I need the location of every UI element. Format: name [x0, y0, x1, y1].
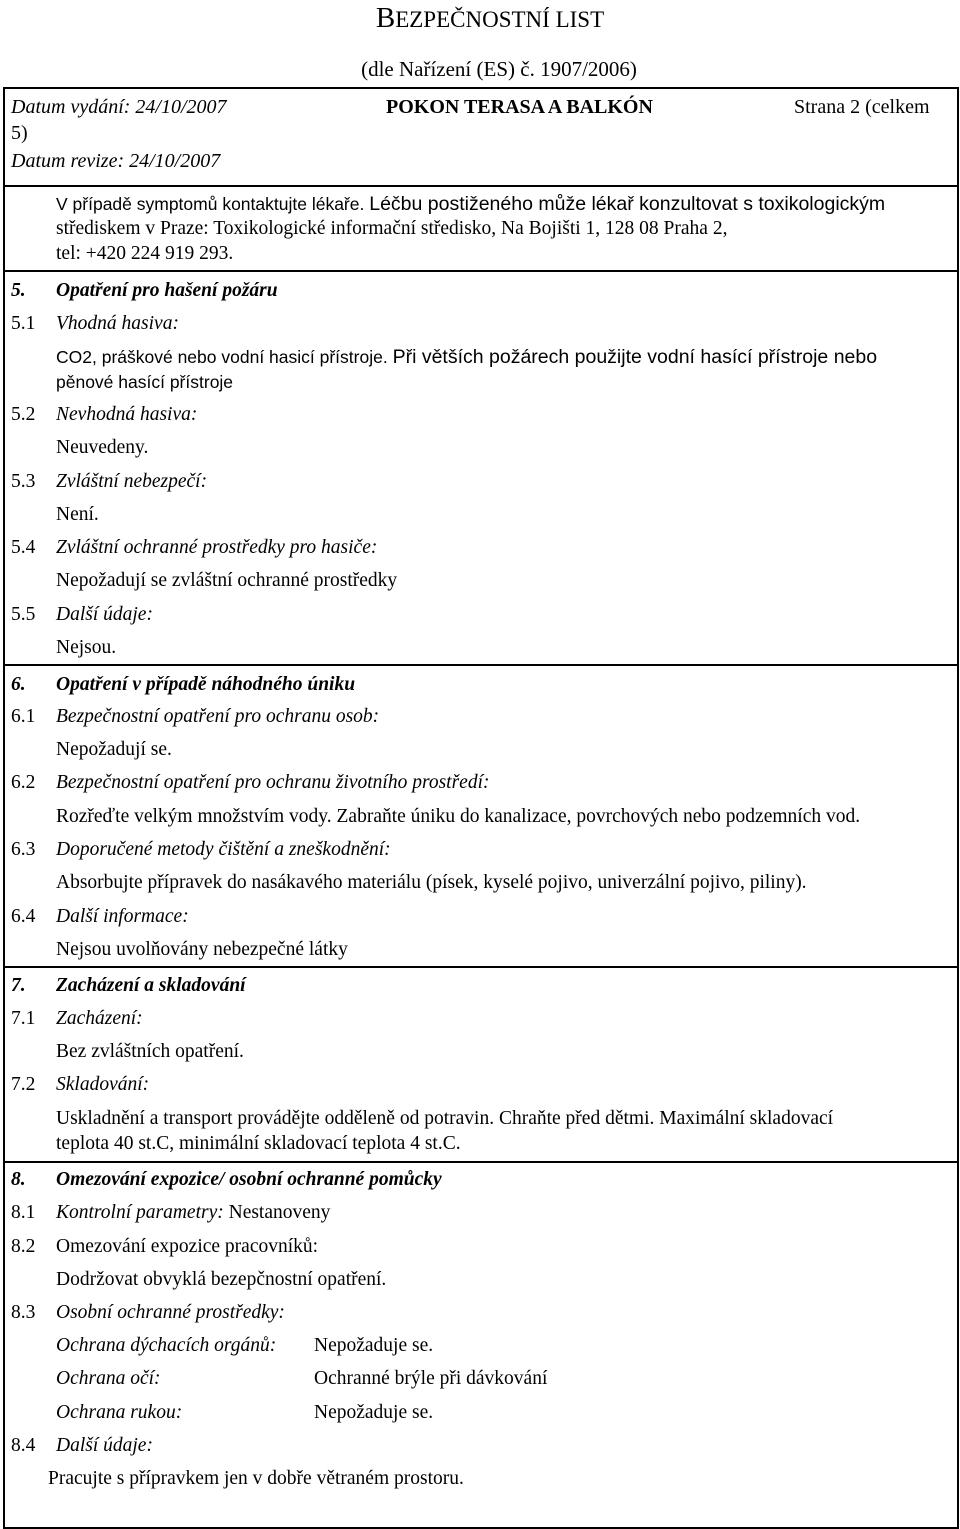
item-6-3-text: Absorbujte přípravek do nasákavého materiálu (písek, kyselé pojivo, univerzální pojivo, piliny).: [56, 872, 807, 893]
intro-line-1: V případě symptomů kontaktujte lékaře. Léčbu postiženého může lékař konzultovat s toxikologickým: [56, 193, 886, 215]
item-8-3-number: 8.3: [11, 1302, 36, 1323]
protection-hands-value: Nepožaduje se.: [314, 1402, 434, 1423]
item-6-3-label: Doporučené metody čištění a zneškodnění:: [56, 839, 391, 860]
item-8-2-number: 8.2: [11, 1236, 36, 1257]
item-8-1-number: 8.1: [11, 1202, 36, 1223]
section-7-number: 7.: [11, 975, 26, 996]
section-6-number: 6.: [11, 674, 26, 695]
protection-hands-label: Ochrana rukou:: [56, 1402, 183, 1423]
issue-date: Datum vydání: 24/10/2007: [11, 96, 227, 118]
item-5-2-number: 5.2: [11, 404, 36, 425]
section-8-title: Omezování expozice/ osobní ochranné pomůcky: [56, 1169, 442, 1190]
page-total: 5): [11, 122, 28, 144]
document-title: BEZPEČNOSTNÍ LIST: [375, 2, 605, 34]
item-5-5-text: Nejsou.: [56, 637, 117, 658]
divider: [3, 1161, 957, 1163]
item-8-4-label: Další údaje:: [56, 1435, 153, 1456]
item-5-4-text: Nepožadují se zvláštní ochranné prostředky: [56, 570, 398, 591]
intro-line-2: střediskem v Praze: Toxikologické informační středisko, Na Bojišti 1, 128 08 Praha 2,: [56, 218, 728, 239]
product-name: POKON TERASA A BALKÓN: [386, 96, 653, 118]
section-7-title: Zacházení a skladování: [56, 975, 246, 996]
item-8-4-text: Pracujte s přípravkem jen v dobře větraném prostoru.: [48, 1468, 464, 1489]
item-5-5-number: 5.5: [11, 604, 36, 625]
item-8-3-label: Osobní ochranné prostředky:: [56, 1302, 285, 1323]
item-6-2-number: 6.2: [11, 772, 36, 793]
item-7-2-label: Skladování:: [56, 1074, 150, 1095]
item-5-1-number: 5.1: [11, 313, 36, 334]
item-6-1-number: 6.1: [11, 706, 36, 727]
protection-eyes-value: Ochranné brýle při dávkování: [314, 1368, 548, 1389]
protection-eyes-label: Ochrana očí:: [56, 1368, 161, 1389]
item-7-2-text: Uskladnění a transport provádějte odděleně od potravin. Chraňte před dětmi. Maximální skladovací: [56, 1108, 834, 1129]
section-5-number: 5.: [11, 280, 26, 301]
item-6-1-text: Nepožadují se.: [56, 739, 172, 760]
item-6-1-label: Bezpečnostní opatření pro ochranu osob:: [56, 706, 380, 727]
document-subtitle: (dle Nařízení (ES) č. 1907/2006): [361, 57, 637, 81]
item-5-5-label: Další údaje:: [56, 604, 153, 625]
section-8-number: 8.: [11, 1169, 26, 1190]
divider: [3, 270, 957, 272]
section-5-title: Opatření pro hašení požáru: [56, 280, 278, 301]
item-5-4-number: 5.4: [11, 537, 36, 558]
item-7-1-label: Zacházení:: [56, 1008, 143, 1029]
item-6-3-number: 6.3: [11, 839, 36, 860]
item-5-3-number: 5.3: [11, 471, 36, 492]
item-5-2-text: Neuvedeny.: [56, 437, 149, 458]
section-6-title: Opatření v případě náhodného úniku: [56, 674, 356, 695]
item-8-2-label: Omezování expozice pracovníků:: [56, 1236, 319, 1257]
item-6-2-text: Rozřeďte velkým množstvím vody. Zabraňte úniku do kanalizace, povrchových nebo podzemních vod.: [56, 806, 861, 827]
item-7-2-number: 7.2: [11, 1074, 36, 1095]
item-6-4-text: Nejsou uvolňovány nebezpečné látky: [56, 939, 348, 960]
item-6-4-label: Další informace:: [56, 906, 189, 927]
item-7-1-text: Bez zvláštních opatření.: [56, 1041, 244, 1062]
item-5-3-label: Zvláštní nebezpečí:: [56, 471, 208, 492]
item-7-1-number: 7.1: [11, 1008, 36, 1029]
item-7-2-text-2: teplota 40 st.C, minimální skladovací teplota 4 st.C.: [56, 1133, 461, 1154]
divider: [3, 966, 957, 968]
item-5-1-text-2: pěnové hasící přístroje: [56, 372, 234, 392]
page-info: Strana 2 (celkem: [794, 96, 930, 118]
item-6-2-label: Bezpečnostní opatření pro ochranu životního prostředí:: [56, 772, 490, 793]
item-6-4-number: 6.4: [11, 906, 36, 927]
item-5-3-text: Není.: [56, 504, 99, 525]
protection-respiratory-label: Ochrana dýchacích orgánů:: [56, 1335, 277, 1356]
revision-date: Datum revize: 24/10/2007: [11, 150, 221, 172]
item-5-4-label: Zvláštní ochranné prostředky pro hasiče:: [56, 537, 378, 558]
intro-line-3: tel: +420 224 919 293.: [56, 243, 234, 264]
item-8-1-row: Kontrolní parametry: Nestanoveny: [56, 1202, 331, 1223]
protection-respiratory-value: Nepožaduje se.: [314, 1335, 434, 1356]
item-5-2-label: Nevhodná hasiva:: [56, 404, 198, 425]
item-8-4-number: 8.4: [11, 1435, 36, 1456]
item-5-1-text: CO2, práškové nebo vodní hasicí přístroje. Při větších požárech použijte vodní hasící přístroje nebo: [56, 346, 878, 368]
divider: [3, 664, 957, 666]
item-5-1-label: Vhodná hasiva:: [56, 313, 179, 334]
item-8-2-text: Dodržovat obvyklá bezepčnostní opatření.: [56, 1269, 387, 1290]
